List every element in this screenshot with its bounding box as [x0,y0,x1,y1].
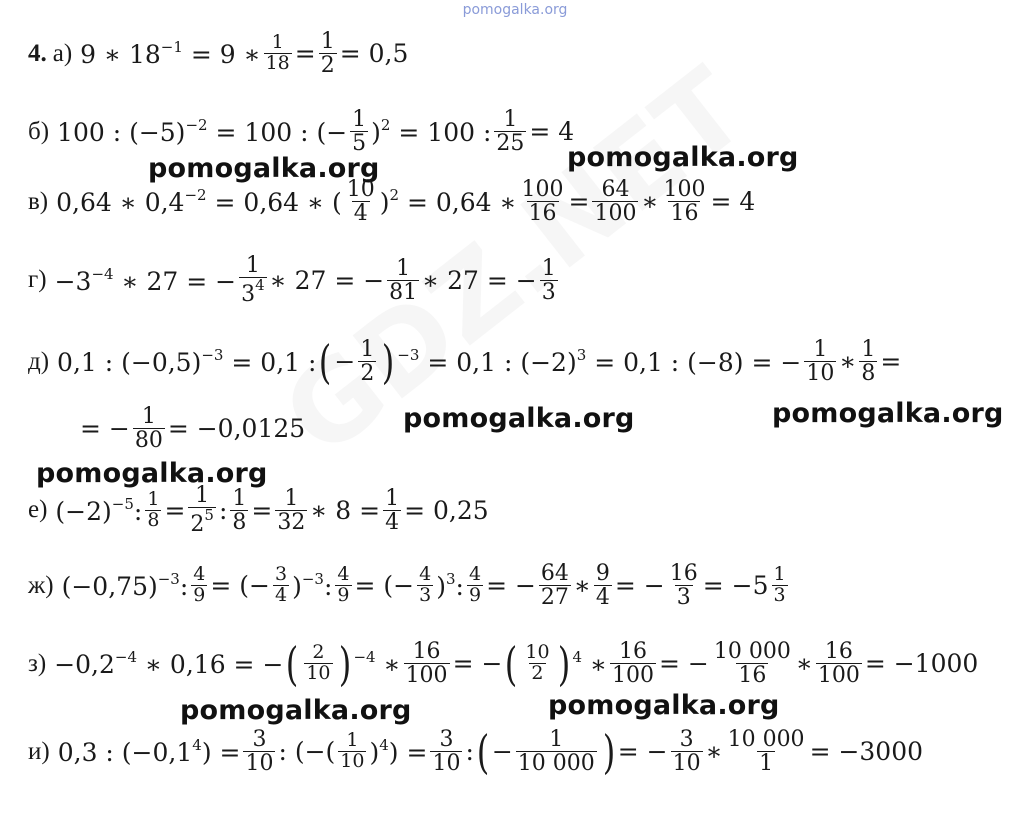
expr-i-4: : [465,737,474,767]
label-zh: ж) [28,571,54,599]
expr-z-6: ∗ [795,649,813,679]
frac-16-3: $\frac{16}{3}$ [669,561,698,611]
frac-16-100: $\frac{16}{100}$ [405,639,448,689]
expr-d-5: = − [80,414,130,444]
frac-16-100-b: $\frac{16}{100}$ [612,639,654,689]
frac-3-4: $\frac{3}{4}$ [275,563,288,607]
expr-i-3: )$^4$) = [369,736,428,768]
frac-100-16-b: $\frac{100}{16}$ [663,177,706,227]
expr-e-2: = [164,495,186,525]
expr-zh-6: = − [486,571,536,601]
expr-b-2: )$^2$ = 100 : [371,116,492,148]
expr-d-6: = −0,0125 [167,414,306,444]
expr-v-4: ∗ [641,187,659,217]
frac-10-4: $\frac{10}{4}$ [346,177,375,227]
line-e [28,484,489,536]
expr-i-minus: − [491,737,513,767]
frac-1-3-zh: $\frac{1}{3}$ [773,563,786,607]
watermark-7[interactable]: pomogalka.org [548,690,780,721]
frac-1-8-e: $\frac{1}{8}$ [147,487,160,531]
expr-z-4: $^4$ ∗ [572,648,607,680]
frac-1-8: $\frac{1}{8}$ [861,337,876,387]
expr-b-3: = 4 [529,117,575,147]
expr-e-3: : [218,495,228,525]
frac-1-18: $\frac{1}{18}$ [265,31,290,75]
expr-e-4: = [251,495,273,525]
watermark-1[interactable]: pomogalka.org [148,153,380,184]
expr-i-1: 0,3 : $(-0,1^4)$ = [57,736,241,768]
frac-1-81: $\frac{1}{81}$ [389,255,418,305]
label-g: г) [28,266,47,294]
expr-d-1: 0,1 : $(-0,5)^{-3} = 0,1$ : [57,346,317,378]
line-b [28,108,574,155]
frac-4-9-c: $\frac{4}{9}$ [468,563,482,607]
expr-i-2: : (−( [278,737,336,767]
line-i [28,724,924,779]
paren-close-z1: ) [338,636,351,691]
paren-close: ) [382,334,395,389]
frac-1-32: $\frac{1}{32}$ [277,485,306,535]
line-v [28,178,755,225]
expr-zh-3: )$^{-3}$: [292,570,333,602]
frac-64-100: $\frac{64}{100}$ [594,177,637,227]
frac-1-10000: $\frac{1}{10 000}$ [517,727,595,777]
label-d: д) [28,347,50,375]
frac-9-4: $\frac{9}{4}$ [595,561,610,611]
expr-zh-9: = −5 [702,571,769,601]
watermark-6[interactable]: pomogalka.org [180,695,412,726]
expr-zh-4: = (− [354,571,415,601]
expr-i-7: = −3000 [809,737,924,767]
expr-i-6: ∗ [705,737,723,767]
frac-1-10: $\frac{1}{10}$ [806,337,835,387]
frac-1-2pow5: $\frac{1}{2^5}$ [190,483,214,538]
expr-z-7: = −1000 [864,649,979,679]
paren-close-z2: ) [557,636,570,691]
expr-e-6: = 0,25 [404,495,489,525]
expr-b-1: 100 : $(-5)^{-2} = 100$ : (− [57,116,348,148]
expr-a-3: = 0,5 [339,39,409,69]
line-d-cont [80,405,305,452]
frac-4-3: $\frac{4}{3}$ [419,563,432,607]
paren-open-z1: ( [286,636,299,691]
line-a [28,30,408,77]
expr-zh-5: )$^3$: [436,570,464,602]
expr-v-2: )$^2$ = 0,64 ∗ [379,186,517,218]
frac-100-16: $\frac{100}{16}$ [521,177,564,227]
expr-g-1: $-3^{-4}$ ∗ 27 = − [54,264,237,296]
expr-z-1: $-0,2^{-4}$ ∗ 0,16 = − [54,648,284,680]
paren-open-i: ( [476,724,490,779]
expr-i-5: = − [617,737,668,767]
expr-d-minus: − [334,347,356,377]
top-watermark[interactable]: pomogalka.org [462,2,568,18]
paren-open-z2: ( [505,636,518,691]
frac-1-5: $\frac{1}{5}$ [352,107,367,157]
expr-v-3: = [568,187,590,217]
frac-1-2-d: $\frac{1}{2}$ [360,337,375,387]
expr-a-1: 9 ∗ $18^{-1} = 9$ ∗ [80,38,261,70]
paren-close-i: ) [602,724,616,779]
frac-64-27: $\frac{64}{27}$ [540,561,569,611]
line-z [28,636,979,691]
frac-1-3: $\frac{1}{3}$ [541,255,556,305]
frac-1-3pow4: $\frac{1}{3^4}$ [241,253,265,308]
frac-3-10: $\frac{3}{10}$ [245,727,274,777]
line-g [28,254,561,306]
frac-10000-1: $\frac{10 000}{1}$ [727,727,805,777]
frac-1-2: $\frac{1}{2}$ [320,29,335,79]
expr-z-5: = − [659,649,709,679]
frac-1-25: $\frac{1}{25}$ [496,107,525,157]
expr-g-3: ∗ 27 = − [422,265,537,295]
paren-open: ( [319,334,332,389]
expr-d-4: = [880,347,902,377]
label-v: в) [28,187,49,215]
expr-zh-2: = (− [210,571,270,601]
frac-1-80: $\frac{1}{80}$ [134,404,163,454]
expr-d-2: $^{-3}$ = 0,1 : $(-2)^3 = 0,1$ : (−8) = − [397,346,802,378]
label-e: е) [28,496,48,524]
line-zh [28,562,791,609]
line-d [28,334,902,389]
frac-3-10-c: $\frac{3}{10}$ [672,727,701,777]
label-a: а) [52,39,73,67]
frac-1-8-e2: $\frac{1}{8}$ [232,485,247,535]
expr-z-3: = − [452,649,503,679]
expr-zh-1: $(-0,75)^{-3}$: [61,570,189,602]
frac-10-2: $\frac{10}{2}$ [525,641,550,685]
frac-1-4: $\frac{1}{4}$ [385,485,400,535]
label-b: б) [28,117,50,145]
expr-a-2: = [294,39,316,69]
expr-g-2: ∗ 27 = − [269,265,385,295]
expr-v-1: 0,64 ∗ $0,4^{-2} = 0,64$ ∗ ( [56,186,342,218]
frac-1-10-i: $\frac{1}{10}$ [340,729,365,773]
watermark-5[interactable]: pomogalka.org [36,458,268,489]
frac-10000-16: $\frac{10 000}{16}$ [713,639,791,689]
frac-2-10: $\frac{2}{10}$ [306,641,331,685]
label-z: з) [28,649,47,677]
expr-e-1: $(-2)^{-5}$: [55,494,143,526]
problem-number: 4. [28,39,47,67]
watermark-2[interactable]: pomogalka.org [567,142,799,173]
watermark-3[interactable]: pomogalka.org [403,403,635,434]
expr-z-2: $^{-4}$ ∗ [353,648,401,680]
frac-3-10-b: $\frac{3}{10}$ [432,727,461,777]
expr-zh-8: = − [614,571,665,601]
watermark-4[interactable]: pomogalka.org [772,398,1004,429]
frac-4-9: $\frac{4}{9}$ [193,563,206,607]
expr-d-3: ∗ [839,347,857,377]
expr-zh-7: ∗ [573,571,591,601]
frac-16-100-c: $\frac{16}{100}$ [817,639,860,689]
expr-e-5: ∗ 8 = [310,495,381,525]
label-i: и) [28,737,50,765]
expr-v-5: = 4 [710,187,756,217]
frac-4-9-b: $\frac{4}{9}$ [337,563,350,607]
